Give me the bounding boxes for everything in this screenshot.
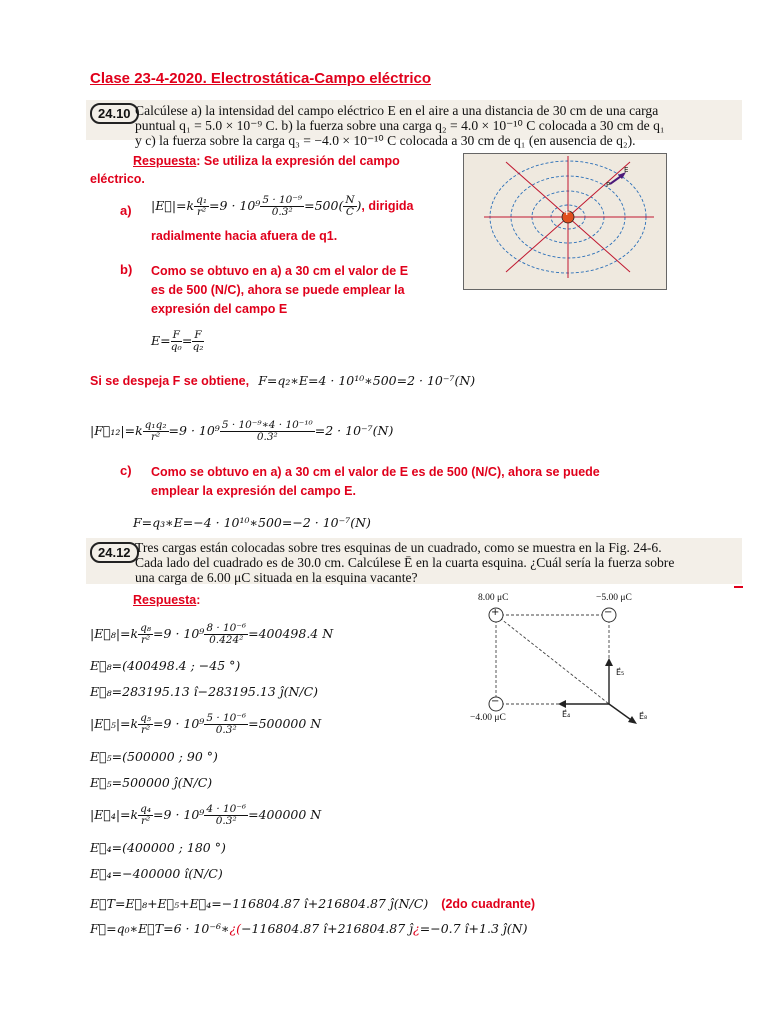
- answer-heading-cont: eléctrico.: [90, 172, 145, 186]
- part-b-text: Como se obtuvo en a) a 30 cm el valor de E es de 500 (N/C), ahora se puede emplear la expresión del campo E: [151, 264, 409, 316]
- problem-text-2: Tres cargas están colocadas sobre tres esquinas de un cuadrado, como se muestra en la Fig. 24-6. Cada lado del cuadrado es de 30.0 cm. Calcúlese Ē en la cuarta esquina. ¿Cuál sería la fuerza sobre una carga de 6.00 μC situada en la esquina vacante?: [135, 540, 675, 585]
- e8-magnitude: |E⃗₈|=k $\frac{\text{q₈}}{\text{r²}}$ =9 · 10⁹ $\frac{\text{8 · 10⁻⁶}}{\text{0.424²}}$ =400498.4 N: [90, 622, 334, 646]
- charge-label-8uc: 8.00 μC: [478, 593, 509, 603]
- total-force: F⃗=q₀∗E⃗T=6 · 10⁻⁶∗¿(−116804.87 î+216804.87 ĵ¿=−0.7 î+1.3 ĵ(N): [90, 921, 528, 936]
- charge-label-minus4uc: −4.00 μC: [470, 713, 506, 723]
- part-c-text: Como se obtuvo en a) a 30 cm el valor de E es de 500 (N/C), ahora se puede emplear la expresión del campo E.: [151, 465, 600, 498]
- red-underline: [734, 586, 743, 588]
- page-title: Clase 23-4-2020. Electrostática-Campo eléctrico: [90, 70, 431, 87]
- vector-e8-label: E⃗₈: [639, 712, 648, 721]
- field-lines-figure: [463, 153, 667, 290]
- problem-badge: 24.10: [90, 103, 139, 124]
- answer-heading-2: Respuesta:: [133, 593, 201, 607]
- positive-charge-sign: +: [563, 208, 571, 218]
- total-field: E⃗T=E⃗₈+E⃗₅+E⃗₄=−116804.87 î+216804.87 ĵ(N/C) (2do cuadrante): [90, 896, 536, 911]
- e5-magnitude: |E⃗₅|=k $\frac{\text{q₅}}{\text{r²}}$ =9 · 10⁹ $\frac{\text{5 · 10⁻⁶}}{\text{0.3²}}$ =500000 N: [90, 712, 322, 736]
- e8-polar: E⃗₈=(400498.4 ; −45 °): [90, 658, 241, 673]
- e8-cartesian: E⃗₈=283195.13 î−283195.13 ĵ(N/C): [90, 684, 319, 699]
- e4-polar: E⃗₄=(400000 ; 180 °): [90, 840, 226, 855]
- part-a-note: radialmente hacia afuera de q1.: [151, 229, 338, 243]
- part-a-equation: |E⃗|=k $\frac{\text{q₁}}{\text{r²}}$ =9 · 10⁹ $\frac{\text{5 · 10⁻⁹}}{\text{0.3²}}$ =500( $\frac{N}{C}$ ), dirigida: [151, 194, 414, 218]
- e4-magnitude: |E⃗₄|=k $\frac{\text{q₄}}{\text{r²}}$ =9 · 10⁹ $\frac{\text{4 · 10⁻⁶}}{\text{0.3²}}$ =400000 N: [90, 803, 322, 827]
- point-label: P: [606, 181, 611, 189]
- e5-cartesian: E⃗₅=500000 ĵ(N/C): [90, 775, 213, 790]
- vector-e4-label: E⃗₄: [562, 710, 571, 719]
- part-b-force: Si se despeja F se obtiene, F=q₂∗E=4 · 10¹⁰∗500=2 · 10⁻⁷(N): [90, 373, 476, 388]
- answer-heading: Respuesta: Se utiliza la expresión del campo: [133, 154, 400, 168]
- square-charges-figure: [466, 590, 681, 725]
- part-c-equation: F=q₃∗E=−4 · 10¹⁰∗500=−2 · 10⁻⁷(N): [133, 515, 371, 530]
- part-b-letter: b): [120, 262, 133, 277]
- vector-e5-label: E⃗₅: [616, 668, 625, 677]
- charge-sign-tl: +: [491, 607, 500, 618]
- field-label: E: [624, 166, 629, 174]
- charge-sign-bl: −: [491, 696, 500, 707]
- charge-sign-tr: −: [604, 607, 613, 618]
- e4-cartesian: E⃗₄=−400000 î(N/C): [90, 866, 223, 881]
- part-c-letter: c): [120, 463, 132, 478]
- charge-label-minus5uc: −5.00 μC: [596, 593, 632, 603]
- part-b-field-equation: E= $\frac{F}{\text{q₀}}$ = $\frac{F}{\text{q₂}}$: [151, 329, 204, 353]
- part-b-coulomb-equation: |F⃗₁₂|=k $\frac{\text{q₁q₂}}{\text{r²}}$ =9 · 10⁹ $\frac{\text{5 · 10⁻⁹∗4 · 10⁻¹⁰}}{\text{0.3²}}$ =2 · 10⁻⁷(N): [90, 419, 394, 443]
- e5-polar: E⃗₅=(500000 ; 90 °): [90, 749, 218, 764]
- problem-badge-2: 24.12: [90, 542, 139, 563]
- problem-text: Calcúlese a) la intensidad del campo eléctrico E en el aire a una distancia de 30 cm de una carga puntual q₁ = 5.0 × 10⁻⁹ C. b) la fuerza sobre una carga q₂ = 4.0 × 10⁻¹⁰ C colocada a 30 cm de q₁ y c) la fuerza sobre la carga q₃ = −4.0 × 10⁻¹⁰ C colocada a 30 cm de q₁ (en ausencia de q₂).: [135, 103, 665, 148]
- part-a-letter: a): [120, 203, 132, 218]
